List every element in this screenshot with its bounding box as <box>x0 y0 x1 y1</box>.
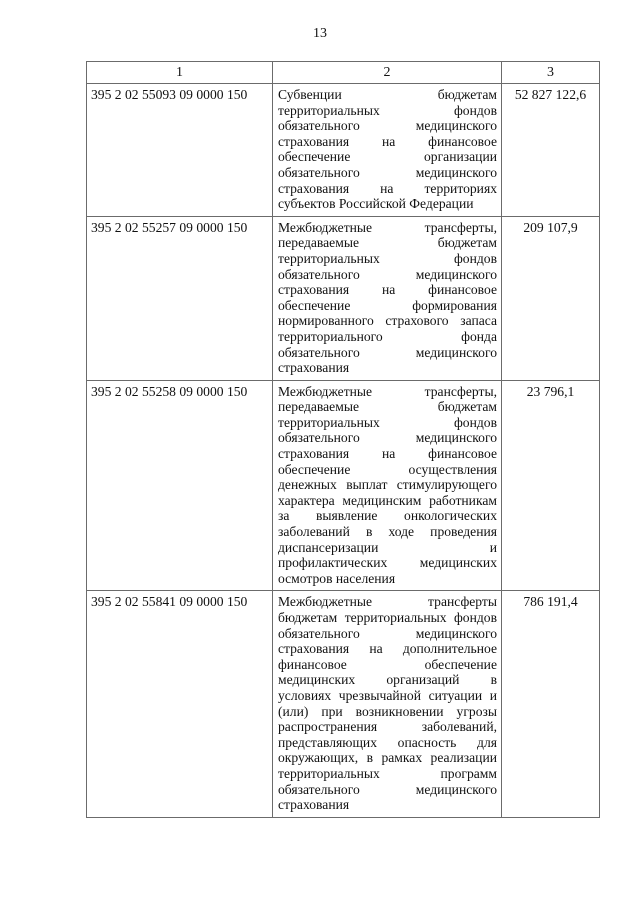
row-amount: 209 107,9 <box>502 216 600 380</box>
row-amount: 52 827 122,6 <box>502 84 600 217</box>
row-code: 395 2 02 55841 09 0000 150 <box>87 591 273 817</box>
page-number: 13 <box>313 26 327 41</box>
table-row <box>87 84 600 217</box>
row-description: Межбюджетные трансферты, передаваемые бюджетам территориальных фондов обязательного медицинского страхования на финансовое обеспечение формирования нормированного страхового запаса территориального фонда обязательного медицинского страхования <box>273 216 502 380</box>
column-header-description: 2 <box>273 62 502 84</box>
budget-table <box>86 61 600 818</box>
row-code: 395 2 02 55258 09 0000 150 <box>87 380 273 591</box>
row-amount: 786 191,4 <box>502 591 600 817</box>
table-row <box>87 216 600 380</box>
row-amount: 23 796,1 <box>502 380 600 591</box>
table-row <box>87 380 600 591</box>
table-row <box>87 591 600 817</box>
row-description: Межбюджетные трансферты, передаваемые бюджетам территориальных фондов обязательного медицинского страхования на финансовое обеспечение осуществления денежных выплат стимулирующего характера медицинским работникам за выявление онкологических заболеваний в ходе проведения диспансеризации и профилактических медицинских осмотров населения <box>273 380 502 591</box>
column-header-code: 1 <box>87 62 273 84</box>
row-code: 395 2 02 55093 09 0000 150 <box>87 84 273 217</box>
column-header-amount: 3 <box>502 62 600 84</box>
row-description: Межбюджетные трансферты бюджетам территориальных фондов обязательного медицинского страхования на дополнительное финансовое обеспечение медицинских организаций в условиях чрезвычайной ситуации и (или) при возникновении угрозы распространения заболеваний, представляющих опасность для окружающих, в рамках реализации территориальных программ обязательного медицинского страхования <box>273 591 502 817</box>
table-header-row <box>87 62 600 84</box>
row-description: Субвенции бюджетам территориальных фондов обязательного медицинского страхования на финансовое обеспечение организации обязательного медицинского страхования на территориях субъектов Российской Федерации <box>273 84 502 217</box>
row-code: 395 2 02 55257 09 0000 150 <box>87 216 273 380</box>
